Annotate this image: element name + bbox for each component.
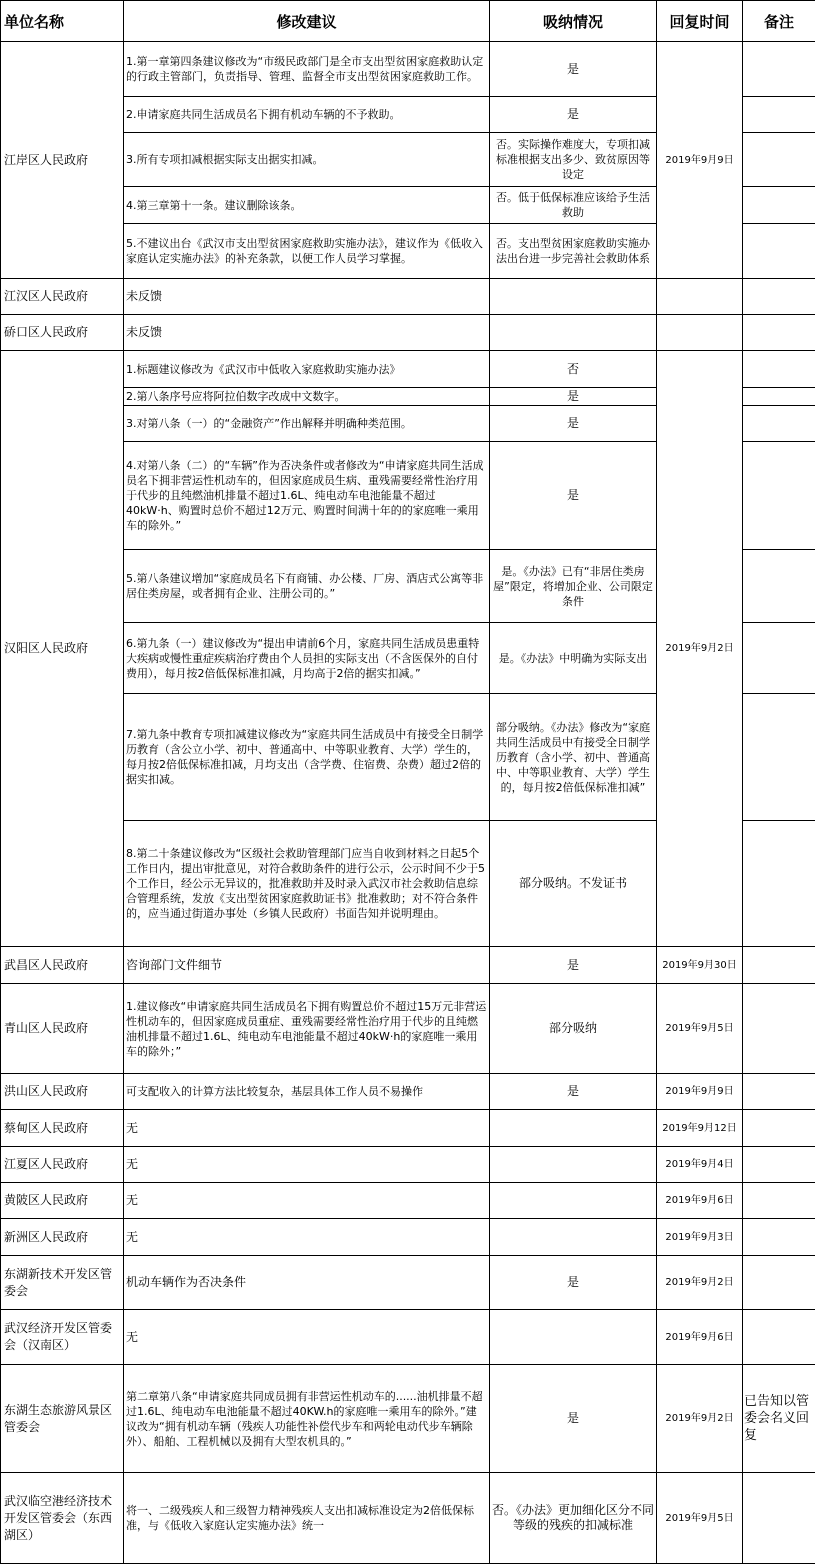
- table-row: [1, 279, 815, 315]
- reply-time-cell: 2019年9月2日: [657, 1365, 743, 1473]
- adoption-cell: 是: [490, 388, 657, 406]
- reply-time-cell: 2019年9月9日: [657, 1074, 743, 1110]
- suggestion-cell: 无: [124, 1219, 490, 1256]
- remark-cell: [743, 406, 815, 442]
- adoption-cell: 是: [490, 406, 657, 442]
- suggestion-cell: 可支配收入的计算方法比较复杂，基层具体工作人员不易操作: [124, 1074, 490, 1110]
- reply-time-cell: 2019年9月12日: [657, 1110, 743, 1147]
- suggestion-cell: 未反馈: [124, 279, 490, 315]
- suggestion-cell: 7.第九条中教育专项扣减建议修改为“家庭共同生活成员中有接受全日制学历教育（含公立小学、初中、普通高中、中等职业教育、大学）学生的，每月按2倍低保标准扣减，月均支出（含学费、住宿费、杂费）超过2倍的据实扣减。: [124, 694, 490, 821]
- adoption-cell: 否。低于低保标准应该给予生活救助: [490, 187, 657, 224]
- table-row: [1, 1365, 815, 1473]
- table-row: [1, 42, 815, 97]
- table-row: [1, 947, 815, 984]
- adoption-cell: 否。支出型贫困家庭救助实施办法出台进一步完善社会救助体系: [490, 224, 657, 279]
- reply-time-cell: 2019年9月5日: [657, 1473, 743, 1564]
- suggestion-cell: 2.申请家庭共同生活成员名下拥有机动车辆的不予救助。: [124, 97, 490, 133]
- table-row: [1, 1147, 815, 1183]
- reply-time-cell: 2019年9月2日: [657, 1256, 743, 1310]
- adoption-cell: [490, 1147, 657, 1183]
- suggestion-cell: 8.第二十条建议修改为“区级社会救助管理部门应当自收到材料之日起5个工作日内，提出审批意见，对符合救助条件的进行公示，公示时间不少于5个工作日，经公示无异议的，批准救助并及时录入武汉市社会救助信息综合管理系统，发放《支出型贫困家庭救助证书》批准救助；对不符合条件的，应当通过街道办事处（乡镇人民政府）书面告知并说明理由。: [124, 821, 490, 947]
- remark-cell: [743, 1256, 815, 1310]
- unit-cell: 武汉临空港经济技术开发区管委会（东西湖区）: [1, 1473, 124, 1564]
- remark-cell: [743, 224, 815, 279]
- adoption-cell: 是: [490, 1256, 657, 1310]
- reply-time-hanyang: 2019年9月2日: [657, 351, 743, 947]
- table-row: [1, 984, 815, 1074]
- unit-qiaokou: 硚口区人民政府: [1, 315, 124, 351]
- suggestion-cell: 3.所有专项扣减根据实际支出据实扣减。: [124, 133, 490, 187]
- remark-cell: [743, 388, 815, 406]
- reply-time-cell: 2019年9月30日: [657, 947, 743, 984]
- remark-cell: [743, 97, 815, 133]
- remark-cell: [743, 694, 815, 821]
- suggestion-cell: 无: [124, 1310, 490, 1365]
- unit-cell: 洪山区人民政府: [1, 1074, 124, 1110]
- unit-cell: 黄陂区人民政府: [1, 1183, 124, 1219]
- reply-time-cell: 2019年9月6日: [657, 1183, 743, 1219]
- reply-time-cell: [657, 315, 743, 351]
- suggestion-cell: 无: [124, 1147, 490, 1183]
- adoption-cell: 否。实际操作难度大，专项扣减标准根据支出多少、致贫原因等设定: [490, 133, 657, 187]
- table-row: [1, 1183, 815, 1219]
- unit-cell: 东湖新技术开发区管委会: [1, 1256, 124, 1310]
- remark-cell: [743, 1147, 815, 1183]
- remark-cell: [743, 442, 815, 550]
- suggestion-cell: 1.建议修改“申请家庭共同生活成员名下拥有购置总价不超过15万元非营运性机动车的，但因家庭成员重症、重残需要经常性治疗用于代步的且纯燃油机排量不超过1.6L、纯电动车电池能量不超过40kW·h的家庭唯一乘用车的除外；”: [124, 984, 490, 1074]
- table-row: [1, 1310, 815, 1365]
- adoption-cell: 是: [490, 947, 657, 984]
- adoption-cell: 是: [490, 42, 657, 97]
- remark-cell: [743, 187, 815, 224]
- remark-cell: [743, 315, 815, 351]
- unit-cell: 武汉经济开发区管委会（汉南区）: [1, 1310, 124, 1365]
- suggestion-cell: 6.第九条（一）建议修改为“提出申请前6个月，家庭共同生活成员患重特大疾病或慢性重症疾病治疗费由个人员担的实际支出（不含医保外的自付费用），每月按2倍低保标准扣减，月均高于2倍的据实扣减。”: [124, 623, 490, 694]
- suggestion-cell: 4.第三章第十一条。建议删除该条。: [124, 187, 490, 224]
- suggestion-cell: 2.第八条序号应将阿拉伯数字改成中文数字。: [124, 388, 490, 406]
- suggestion-cell: 无: [124, 1183, 490, 1219]
- table-row: [1, 315, 815, 351]
- remark-cell: [743, 623, 815, 694]
- reply-time-cell: [657, 279, 743, 315]
- unit-jianghan: 江汉区人民政府: [1, 279, 124, 315]
- reply-time-jiangan: 2019年9月9日: [657, 42, 743, 279]
- remark-cell: [743, 821, 815, 947]
- unit-cell: 新洲区人民政府: [1, 1219, 124, 1256]
- remark-cell: [743, 1183, 815, 1219]
- suggestion-cell: 咨询部门文件细节: [124, 947, 490, 984]
- adoption-cell: [490, 1183, 657, 1219]
- header-adoption: 吸纳情况: [490, 1, 657, 42]
- table-row: [1, 351, 815, 388]
- adoption-cell: [490, 1219, 657, 1256]
- remark-cell: [743, 984, 815, 1074]
- adoption-cell: 否。《办法》更加细化区分不同等级的残疾的扣减标准: [490, 1473, 657, 1564]
- reply-time-cell: 2019年9月3日: [657, 1219, 743, 1256]
- remark-cell: [743, 947, 815, 984]
- suggestion-cell: 将一、二级残疾人和三级智力精神残疾人支出扣减标准设定为2倍低保标准，与《低收入家庭认定实施办法》统一: [124, 1473, 490, 1564]
- reply-time-cell: 2019年9月5日: [657, 984, 743, 1074]
- adoption-cell: 是: [490, 1074, 657, 1110]
- unit-cell: 武昌区人民政府: [1, 947, 124, 984]
- remark-cell: [743, 1219, 815, 1256]
- reply-time-cell: 2019年9月4日: [657, 1147, 743, 1183]
- table-row: [1, 1110, 815, 1147]
- suggestion-cell: 3.对第八条（一）的“金融资产”作出解释并明确种类范围。: [124, 406, 490, 442]
- adoption-cell: [490, 1110, 657, 1147]
- adoption-cell: 是。《办法》中明确为实际支出: [490, 623, 657, 694]
- suggestion-cell: 无: [124, 1110, 490, 1147]
- table-header-row: [1, 1, 815, 42]
- adoption-cell: 否: [490, 351, 657, 388]
- unit-hanyang: 汉阳区人民政府: [1, 351, 124, 947]
- table-row: [1, 1473, 815, 1564]
- table-row: [1, 1074, 815, 1110]
- adoption-cell: 是: [490, 442, 657, 550]
- remark-cell: [743, 1473, 815, 1564]
- suggestion-cell: 机动车辆作为否决条件: [124, 1256, 490, 1310]
- remark-cell: [743, 351, 815, 388]
- remark-cell: [743, 1110, 815, 1147]
- adoption-cell: 是: [490, 1365, 657, 1473]
- unit-cell: 东湖生态旅游风景区管委会: [1, 1365, 124, 1473]
- suggestion-cell: 5.不建议出台《武汉市支出型贫困家庭救助实施办法》，建议作为《低收入家庭认定实施办法》的补充条款，以便工作人员学习掌握。: [124, 224, 490, 279]
- header-remark: 备注: [743, 1, 815, 42]
- unit-cell: 蔡甸区人民政府: [1, 1110, 124, 1147]
- remark-cell: [743, 550, 815, 623]
- suggestion-cell: 4.对第八条（二）的“车辆”作为否决条件或者修改为“申请家庭共同生活成员名下拥非营运性机动车的，但因家庭成员生病、重残需要经常性治疗用于代步的且纯燃油机排量不超过1.6L、纯电动车电池能量不超过40kW·h、购置时总价不超过12万元、购置时间满十年的的家庭唯一乘用车的除外。”: [124, 442, 490, 550]
- adoption-cell: 部分吸纳: [490, 984, 657, 1074]
- reply-time-cell: 2019年9月6日: [657, 1310, 743, 1365]
- adoption-cell: 部分吸纳。不发证书: [490, 821, 657, 947]
- table-row: [1, 1219, 815, 1256]
- header-unit: 单位名称: [1, 1, 124, 42]
- adoption-cell: 是: [490, 97, 657, 133]
- unit-jiangan: 江岸区人民政府: [1, 42, 124, 279]
- remark-cell: [743, 1310, 815, 1365]
- header-reply-time: 回复时间: [657, 1, 743, 42]
- adoption-cell: [490, 279, 657, 315]
- suggestion-cell: 未反馈: [124, 315, 490, 351]
- adoption-cell: 部分吸纳。《办法》修改为“家庭共同生活成员中有接受全日制学历教育（含小学、初中、普通高中、中等职业教育、大学）学生的，每月按2倍低保标准扣减”: [490, 694, 657, 821]
- remark-cell: [743, 133, 815, 187]
- suggestion-cell: 1.标题建议修改为《武汉市中低收入家庭救助实施办法》: [124, 351, 490, 388]
- suggestion-cell: 1.第一章第四条建议修改为“市级民政部门是全市支出型贫困家庭救助认定的行政主管部门，负责指导、管理、监督全市支出型贫困家庭救助工作。: [124, 42, 490, 97]
- table-row: [1, 1256, 815, 1310]
- remark-cell: [743, 42, 815, 97]
- unit-cell: 江夏区人民政府: [1, 1147, 124, 1183]
- remark-cell: [743, 1074, 815, 1110]
- remark-cell: 已告知以管委会名义回复: [743, 1365, 815, 1473]
- unit-cell: 青山区人民政府: [1, 984, 124, 1074]
- suggestion-cell: 第二章第八条“申请家庭共同成员拥有非营运性机动车的......油机排量不超过1.6L、纯电动车电池能量不超过40KW.h的家庭唯一乘用车的除外。”建议改为“拥有机动车辆（残疾人功能性补偿代步车和两轮电动代步车辆除外）、船舶、工程机械以及拥有大型农机具的。”: [124, 1365, 490, 1473]
- suggestion-cell: 5.第八条建议增加“家庭成员名下有商铺、办公楼、厂房、酒店式公寓等非居住类房屋，或者拥有企业、注册公司的。”: [124, 550, 490, 623]
- adoption-cell: [490, 315, 657, 351]
- header-suggestion: 修改建议: [124, 1, 490, 42]
- remark-cell: [743, 279, 815, 315]
- adoption-cell: [490, 1310, 657, 1365]
- adoption-cell: 是。《办法》已有“非居住类房屋”限定，将增加企业、公司限定条件: [490, 550, 657, 623]
